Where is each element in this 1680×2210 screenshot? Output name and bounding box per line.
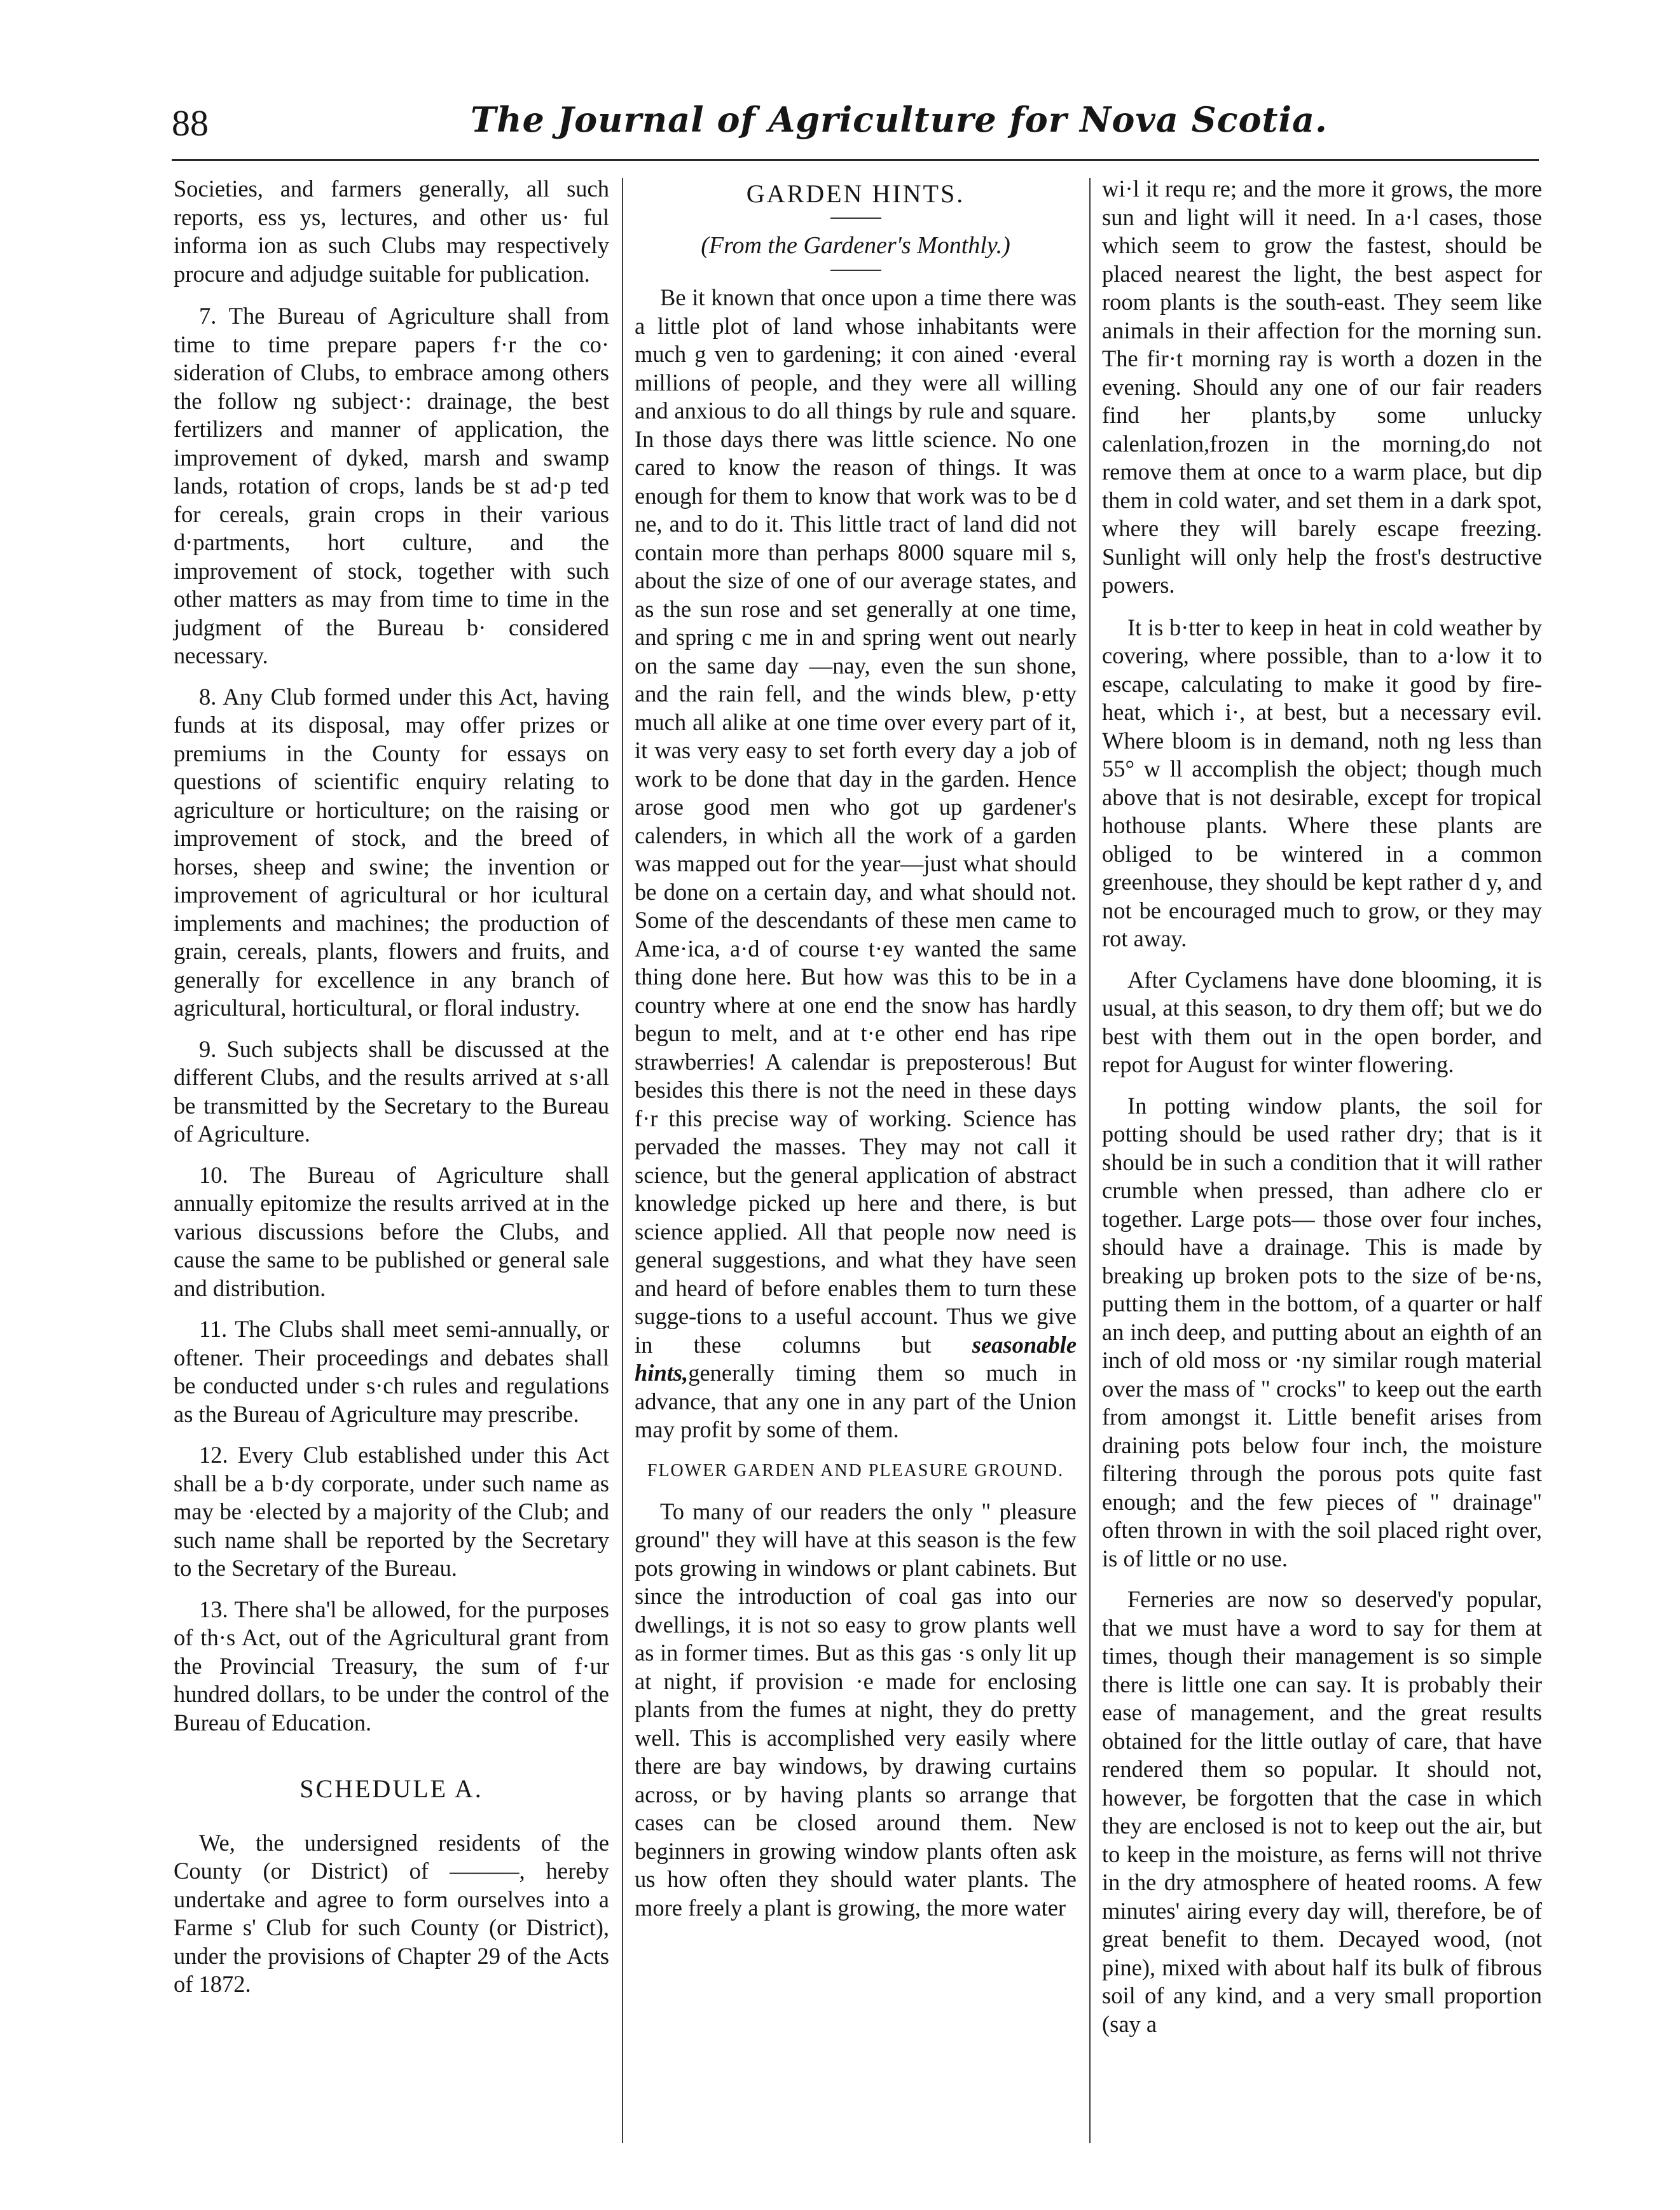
flower-garden-paragraph: To many of our readers the only " pleasure ground" they will have at this season is the few pots growing in windows or plant cabinets. But since the introduction of coal gas into our dwellings, it is not so easy to grow plants well as in former times. But as this gas ·s only lit up at night, if provision ·e made for enclosing plants from the fumes at night, they do pretty well. This is accomplished very easily where there are bay windows, by drawing curtains across, or by having plants so arrange that cases can be closed around them. New beginners in growing window plants often ask us how often they should water plants. The more freely a plant is growing, the more water (635, 1498, 1077, 1921)
paragraph-continuation: Societies, and farmers generally, all such reports, ess ys, lectures, and other us· ful informa ion as such Clubs may respectively procure and adjudge suitable for publication. (174, 176, 609, 287)
column-middle (635, 175, 1077, 1935)
schedule-paragraph: We, the undersigned residents of the County (or District) of ———, hereby undertake and agree to form ourselves into a Farme s' Club for such County (or District), under the provisions of Chapter 29 of the Acts of 1872. (174, 1829, 609, 1997)
paragraph-heat: It is b·tter to keep in heat in cold weather by covering, where possible, than to a·low it to escape, calculating to make it good by fire-heat, which i·, at best, but a necessary evil. Where bloom is in demand, noth ng less than 55° w ll accomplish the object; though much above that is not desirable, except for tropical hothouse plants. Where these plants are obliged to be wintered in a common greenhouse, they should be kept rather d y, and not be encouraged much to grow, or they may rot away. (1102, 614, 1542, 951)
article-intro-paragraph (635, 284, 1077, 1444)
page-header (172, 95, 1539, 153)
header-rule (172, 159, 1539, 161)
article-source: (From the Gardener's Monthly.) (701, 231, 1010, 259)
journal-title: The Journal of Agriculture for Nova Scotia. (471, 99, 1328, 140)
paragraph-section-13: 13. There sha'l be allowed, for the purposes of th·s Act, out of the Agricultural grant from the Provincial Treasury, the sum of f·ur hundred dollars, to be under the control of the Bureau of Education. (174, 1596, 609, 1736)
column-divider (1089, 178, 1091, 2143)
article-title: GARDEN HINTS. (746, 179, 965, 208)
paragraph-section-9: 9. Such subjects shall be discussed at the different Clubs, and the results arrived at s·all be transmitted by the Secretary to the Bureau of Agriculture. (174, 1035, 609, 1147)
intro-text: Be it known that once upon a time there was a little plot of land whose inhabitants were much g ven to gardening; it con ained ·everal millions of people, and they were all willing and anxious to do all things by rule and square. In those days there was little science. No one cared to know the reason of things. It was enough for them to know that work was to be d ne, and to do it. This little tract of land did not contain more than perhaps 8000 square mil s, about the size of one of our average states, and as the sun rose and set generally at one time, and spring c me in and spring went out nearly on the same day —nay, even the sun shone, and the rain fell, and the winds blew, p·etty much all alike at one time over every part of it, it was very easy to set forth every day a job of work to be done that day in the garden. Hence arose good men who got up gardener's calenders, in which all the work of a garden was mapped out for the year—just what should be done on a certain day, and what should not. Some of the descendants of these men came to Ame·ica, a·d of course t·ey wanted the same thing done here. But how was this to be in a country where at one end the snow has hardly begun to melt, and at t·e other end has ripe strawberries! A calendar is preposterous! But besides this there is not the need in these days f·r this precise way of working. Science has pervaded the masses. They may not call it science, but the general application of abstract knowledge picked up here and there, is but science applied. All that people now need is general suggestions, and what they have seen and heard of before enables them to turn these sugge-tions to a useful account. Thus we give in these columns but (635, 284, 1077, 1358)
section-heading: FLOWER GARDEN AND PLEASURE GROUND. (647, 1460, 1064, 1481)
paragraph-section-7: 7. The Bureau of Agriculture shall from time to time prepare papers f·r the co· sideration of Clubs, to embrace among others the follow ng subject·: drainage, the best fertilizers and manner of application, the improvement of dyked, marsh and swamp lands, rotation of crops, lands be st ad·p ted for cereals, grain crops in their various d·partments, hort culture, and the improvement of stock, together with such other matters as may from time to time in the judgment of the Bureau b· considered necessary. (174, 303, 609, 668)
schedule-title: SCHEDULE A. (300, 1774, 483, 1803)
intro-text-end: generally timing them so much in advance, that any one in any part of the Union may profit by some of them. (635, 1360, 1077, 1442)
intro-italic-phrase: seasonable hints, (635, 1331, 1077, 1386)
column-left (174, 175, 609, 2012)
column-right (1102, 175, 1542, 2051)
paragraph-section-11: 11. The Clubs shall meet semi-annually, or oftener. Their proceedings and debates shall be conducted under s·ch rules and regulations as the Bureau of Agriculture may prescribe. (174, 1316, 609, 1427)
paragraph-section-10: 10. The Bureau of Agriculture shall annually epitomize the results arrived at in the various discussions before the Clubs, and cause the same to be published or general sale and distribution. (174, 1161, 609, 1301)
page-number: 88 (172, 102, 209, 144)
paragraph-continuation: wi·l it requ re; and the more it grows, the more sun and light will it need. In a·l cases, those which seem to grow the fastest, should be placed nearest the light, the best aspect for room plants is the south-east. They seem like animals in their affection for the morning sun. The fir·t morning ray is worth a dozen in the evening. Should any one of our fair readers find her plants,by some unlucky calenlation,frozen in the morning,do not remove them at once to a warm place, but dip them in cold water, and set them in a dark spot, where they will barely escape freezing. Sunlight will only help the frost's destructive powers. (1102, 176, 1542, 598)
title-rule (830, 218, 881, 219)
paragraph-section-8: 8. Any Club formed under this Act, having funds at its disposal, may offer prizes or premiums in the County for essays on questions of scientific enquiry relating to agriculture or horticulture; on the raising or improvement of stock, and the breed of horses, sheep and swine; the invention or improvement of agricultural or hor icultural implements and machines; the production of grain, cereals, plants, flowers and fruits, and generally for excellence in any branch of agricultural, horticultural, or floral industry. (174, 683, 609, 1021)
paragraph-potting: In potting window plants, the soil for potting should be used rather dry; that is it should be in such a condition that it will rather crumble when pressed, than adhere clo er together. Large pots— those over four inches, should have a drainage. This is made by breaking up broken pots to the size of be·ns, putting them in the bottom, of a quarter or half an inch deep, and putting about an eighth of an inch of old moss or ·ny similar rough material over the mass of " crocks" to keep out the earth from amongst it. Little benefit arises from draining pots below four inch, the moisture filtering through the porous pots quite fast enough; and the few pieces of " drainage" often thrown in with the soil placed right over, is of little or no use. (1102, 1092, 1542, 1571)
paragraph-ferneries: Ferneries are now so deserved'y popular, that we must have a word to say for them at times, though their management is so simple there is little one can say. It is probably their ease of management, and the great results obtained for the little outlay of care, that have rendered them so popular. It should not, however, be forgotten that the case in which they are enclosed is not to keep out the air, but to keep in the moisture, as ferns will not thrive in the dry atmosphere of heated rooms. A few minutes' airing every day will, therefore, be of great benefit to them. Decayed wood, (not pine), mixed with about half its bulk of fibrous soil of any kind, and a very small proportion (say a (1102, 1586, 1542, 2037)
paragraph-cyclamens: After Cyclamens have done blooming, it is usual, at this season, to dry them off; but we do best with them out in the open border, and repot for August for winter flowering. (1102, 966, 1542, 1077)
paragraph-section-12: 12. Every Club established under this Act shall be a b·dy corporate, under such name as may be ·elected by a majority of the Club; and such name shall be reported by the Secretary to the Secretary of the Bureau. (174, 1442, 609, 1581)
subtitle-rule (830, 270, 881, 271)
column-divider (622, 178, 623, 2143)
